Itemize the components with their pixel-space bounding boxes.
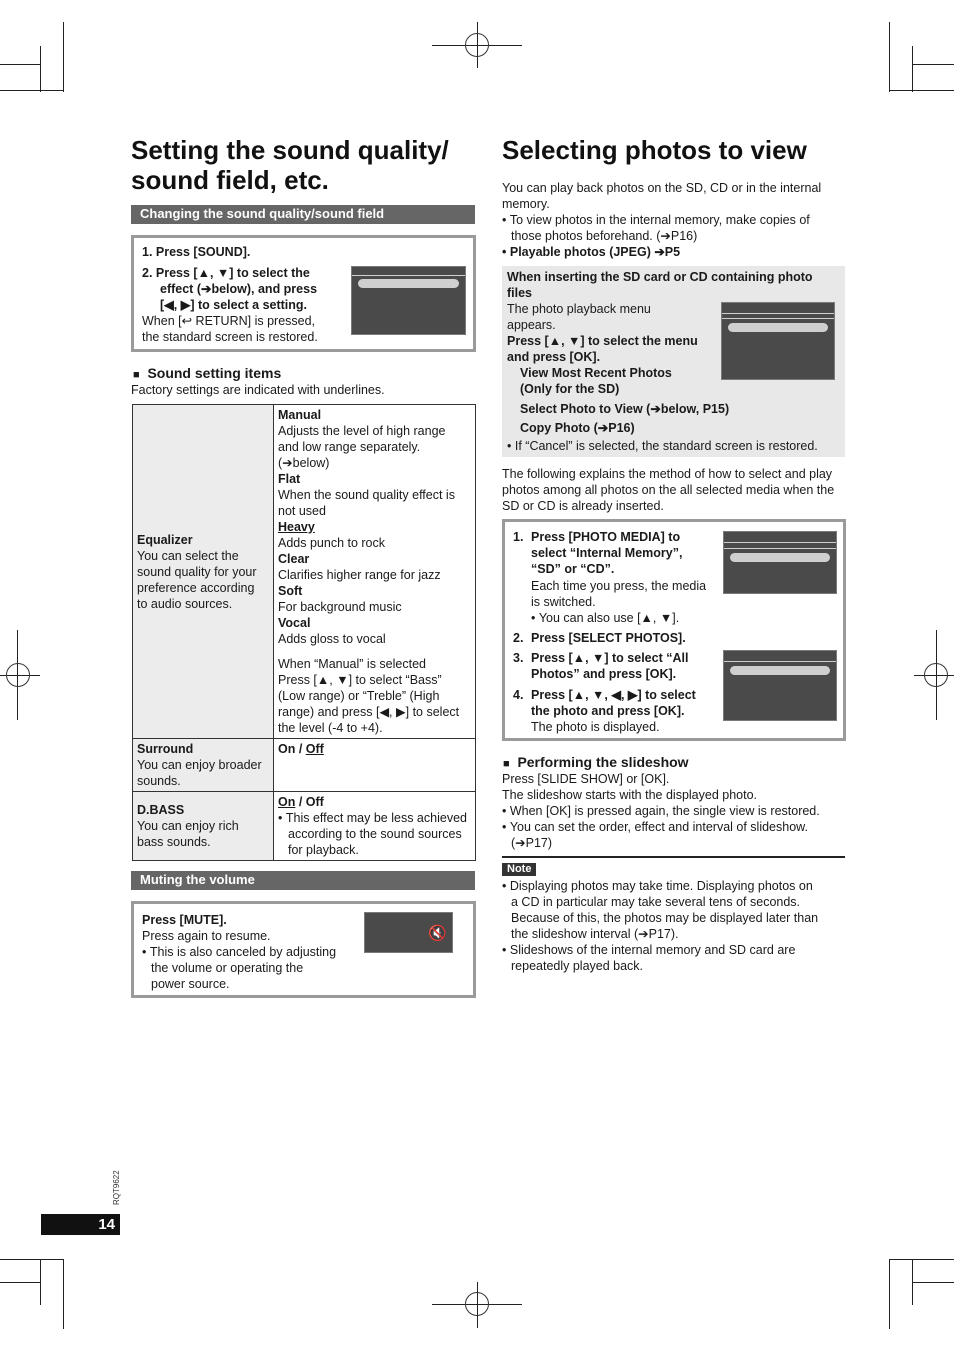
step-4-line: Press [▲, ▼, ◀, ▶] to select: [531, 688, 696, 702]
slideshow-bullet-text: You can set the order, effect and interval of slideshow.: [509, 820, 808, 834]
page-title-photos: Selecting photos to view: [502, 135, 807, 165]
slideshow-bullet-text: When [OK] is pressed again, the single view is restored.: [509, 804, 820, 818]
equalizer-cell: [133, 405, 274, 739]
menu-appears-line: The photo playback menu: [507, 302, 651, 316]
step-1-desc: is switched.: [531, 595, 596, 609]
intro-line: You can play back photos on the SD, CD or in the internal: [502, 181, 822, 195]
mute-speaker-icon: 🔇: [428, 924, 447, 942]
step-1-line: Press [PHOTO MEDIA] to: [531, 530, 681, 544]
mute-cancel-bullet: • This is also canceled by adjusting: [142, 945, 337, 959]
all-photos-screen-image: [723, 650, 837, 721]
step-number: 3.: [513, 651, 524, 665]
equalizer-desc: to audio sources.: [137, 596, 233, 611]
dbass-desc: You can enjoy rich: [137, 819, 239, 833]
factory-note: Factory settings are indicated with underlines.: [131, 383, 385, 397]
sound-steps-box: [131, 235, 476, 352]
separator: /: [295, 742, 306, 756]
menu-appears-line: appears.: [507, 318, 556, 332]
step-3-line: Press [▲, ▼] to select “All: [531, 651, 689, 665]
mute-box: [131, 901, 476, 998]
intro-line: memory.: [502, 197, 550, 211]
doc-code: RQT9622: [112, 1170, 121, 1205]
manual-note: Press [▲, ▼] to select “Bass”: [278, 673, 442, 687]
section-band-mute: Muting the volume: [131, 871, 475, 890]
menu-option-select: Select Photo to View (➔below, P15): [520, 402, 730, 416]
mute-screen-image: [364, 912, 453, 953]
step-1-bullet-text: You can also use [▲, ▼].: [538, 611, 680, 625]
eq-option-desc: Adds gloss to vocal: [278, 632, 386, 646]
menu-press-line: and press [OK].: [507, 350, 601, 364]
slideshow-bullet: • You can set the order, effect and interval of slideshow.: [502, 820, 808, 834]
equalizer-options-cell: [274, 405, 476, 739]
grey-heading-line: When inserting the SD card or CD containing photo: [507, 270, 813, 284]
intro-bullet-line: To view photos in the internal memory, make copies of: [509, 213, 810, 227]
step-1-desc: Each time you press, the media: [531, 579, 707, 593]
dbass-note: • This effect may be less achieved: [278, 811, 467, 825]
insert-media-panel: [502, 266, 845, 457]
eq-option-name: Vocal: [278, 616, 311, 630]
return-note-line-1: When [↩ RETURN] is pressed,: [142, 314, 316, 328]
sound-settings-table: [132, 404, 476, 861]
explain-line: photos among all photos on the all selected media when the: [502, 483, 835, 497]
explain-line: The following explains the method of how to select and play: [502, 467, 833, 481]
note-line: Slideshows of the internal memory and SD card are: [509, 943, 796, 957]
intro-bullet-text: Playable photos (JPEG) ➔P5: [509, 245, 681, 259]
intro-bullet-line: those photos beforehand. (➔P16): [511, 229, 698, 243]
page-number: 14: [41, 1214, 120, 1235]
eq-option-desc: For background music: [278, 600, 402, 614]
menu-option-recent: View Most Recent Photos: [520, 366, 672, 380]
dbass-name: D.BASS: [137, 803, 185, 817]
step-2: Press [SELECT PHOTOS].: [531, 631, 686, 645]
intro-bullet-2: • Playable photos (JPEG) ➔P5: [502, 245, 681, 259]
menu-option-recent-note: (Only for the SD): [520, 382, 620, 396]
dbass-note-line: for playback.: [288, 843, 359, 857]
photos-intro: [502, 180, 847, 260]
surround-name: Surround: [137, 742, 194, 756]
intro-bullet-1: • To view photos in the internal memory, make copies of: [502, 213, 810, 227]
note-line: Because of this, the photos may be displayed later than: [511, 911, 819, 925]
dbass-off: Off: [305, 795, 324, 809]
surround-desc: You can enjoy broader: [137, 758, 262, 772]
step-3-line: Photos” and press [OK].: [531, 667, 677, 681]
note-tag: Note: [502, 863, 536, 876]
eq-option-name: Soft: [278, 584, 303, 598]
return-note-line-2: the standard screen is restored.: [142, 330, 318, 344]
section-band-sound: Changing the sound quality/sound field: [131, 205, 475, 224]
step-1: 1. Press [SOUND].: [142, 245, 251, 259]
media-screen-image: [723, 531, 837, 594]
grey-heading-line: files: [507, 286, 533, 300]
note-divider: [502, 856, 845, 858]
cancel-note: • If “Cancel” is selected, the standard screen is restored.: [507, 439, 818, 453]
step-number: 4.: [513, 688, 524, 702]
eq-option-name: Manual: [278, 408, 322, 422]
step-1-line: “SD” or “CD”.: [531, 562, 615, 576]
eq-option-desc: Adds punch to rock: [278, 536, 386, 550]
step-4-line: the photo and press [OK].: [531, 704, 685, 718]
note-line: Displaying photos may take time. Displaying photos on: [509, 879, 813, 893]
mute-cancel-line: the volume or operating the: [151, 961, 304, 975]
manual-note: (Low range) or “Treble” (High: [278, 689, 440, 703]
sound-items-heading-text: Sound setting items: [147, 365, 282, 381]
eq-option-desc: Clarifies higher range for jazz: [278, 568, 441, 582]
slideshow-line: The slideshow starts with the displayed photo.: [502, 788, 757, 802]
dbass-cell: [133, 792, 274, 861]
dbass-on-default: On: [278, 795, 296, 809]
equalizer-desc: preference according: [137, 580, 255, 595]
surround-values-cell: [274, 739, 476, 792]
manual-note: the level (-4 to +4).: [278, 721, 383, 735]
sound-screen-image: [351, 266, 466, 335]
menu-option-copy: Copy Photo (➔P16): [520, 421, 635, 435]
step-2-line-1: 2. Press [▲, ▼] to select the: [142, 266, 310, 280]
dbass-desc: bass sounds.: [137, 835, 211, 849]
separator: /: [295, 795, 306, 809]
note-line: a CD in particular may take several tens of seconds.: [511, 895, 801, 909]
manual-note: range) and press [◀, ▶] to select: [278, 705, 460, 719]
mute-again: Press again to resume.: [142, 929, 271, 943]
slideshow-line: Press [SLIDE SHOW] or [OK].: [502, 772, 670, 786]
page-title-sound: [131, 135, 449, 195]
menu-press-line: Press [▲, ▼] to select the menu: [507, 334, 698, 348]
eq-option-desc: When the sound quality effect is: [278, 488, 455, 502]
dbass-values-cell: [274, 792, 476, 861]
surround-on: On: [278, 742, 296, 756]
eq-option-desc: (➔below): [278, 456, 330, 470]
step-number: 1.: [513, 530, 524, 544]
slideshow-heading: ■ Performing the slideshow: [503, 754, 689, 770]
step-2-line-2: effect (➔below), and press: [160, 282, 318, 296]
step-2-line-3: [◀, ▶] to select a setting.: [160, 298, 308, 312]
sound-items-heading: ■ Sound setting items: [133, 365, 282, 381]
dbass-note-line: This effect may be less achieved: [285, 811, 467, 825]
eq-option-name-default: Heavy: [278, 520, 315, 534]
eq-option-desc: not used: [278, 504, 326, 518]
eq-option-name: Clear: [278, 552, 310, 566]
manual-note: When “Manual” is selected: [278, 657, 426, 671]
surround-off-default: Off: [305, 742, 324, 756]
surround-desc: sounds.: [137, 774, 181, 788]
title-line-1: Setting the sound quality/: [131, 135, 449, 165]
step-4-desc: The photo is displayed.: [531, 720, 660, 734]
note-line: the slideshow interval (➔P17).: [511, 927, 679, 941]
mute-cancel-line: power source.: [151, 977, 230, 991]
equalizer-name: Equalizer: [137, 532, 193, 547]
surround-cell: [133, 739, 274, 792]
equalizer-desc: You can select the: [137, 548, 239, 563]
step-1-line: select “Internal Memory”,: [531, 546, 683, 560]
cancel-note-text: If “Cancel” is selected, the standard screen is restored.: [514, 439, 818, 453]
note-bullet: • Slideshows of the internal memory and SD card are: [502, 943, 796, 957]
equalizer-desc: sound quality for your: [137, 564, 257, 579]
step-1-bullet: • You can also use [▲, ▼].: [531, 611, 680, 625]
note-body: [502, 878, 847, 974]
photo-steps-box: [502, 519, 846, 741]
step-number: 2.: [513, 631, 524, 645]
note-bullet: • Displaying photos may take time. Displaying photos on: [502, 879, 813, 893]
explain-paragraph: [502, 466, 847, 514]
dbass-note-line: according to the sound sources: [288, 827, 462, 841]
slideshow-bullet-text: (➔P17): [511, 836, 553, 850]
slideshow-heading-text: Performing the slideshow: [517, 754, 689, 770]
explain-line: SD or CD is already inserted.: [502, 499, 664, 513]
title-line-2: sound field, etc.: [131, 165, 329, 195]
slideshow-bullet: • When [OK] is pressed again, the single view is restored.: [502, 804, 820, 818]
mute-cancel-line: This is also canceled by adjusting: [149, 945, 337, 959]
eq-option-name: Flat: [278, 472, 301, 486]
eq-option-desc: and low range separately.: [278, 440, 421, 454]
photo-menu-screen-image: [721, 302, 835, 380]
mute-press: Press [MUTE].: [142, 913, 227, 927]
note-line: repeatedly played back.: [511, 959, 644, 973]
eq-option-desc: Adjusts the level of high range: [278, 424, 446, 438]
slideshow-body: [502, 771, 847, 851]
